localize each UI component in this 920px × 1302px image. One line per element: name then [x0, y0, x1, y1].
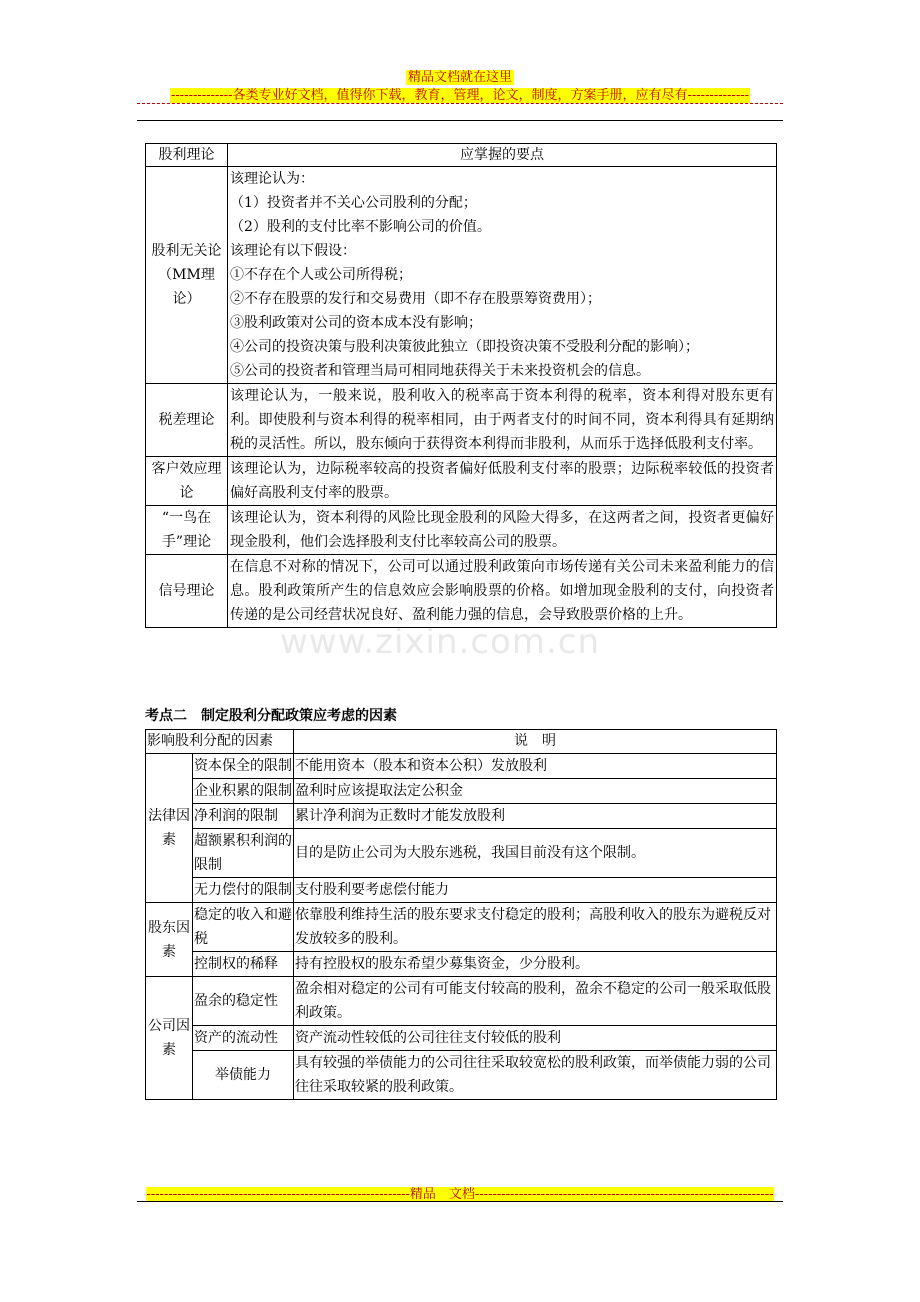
header-rule: [137, 120, 783, 121]
footer-text: ------------------------------------------------------------精品 文档--------------------------------------------------------------------: [146, 1187, 774, 1202]
column-header-theory: 股利理论: [146, 144, 228, 167]
watermark: www.zixin.com.cn: [280, 622, 600, 662]
factor-desc: 资产流动性较低的公司往往支付较低的股利: [294, 1026, 777, 1051]
factor-name: 稳定的收入和避税: [193, 903, 294, 952]
point-line: ③股利政策对公司的资本成本没有影响；: [230, 315, 482, 331]
table-row: [146, 555, 777, 628]
factor-name: 控制权的稀释: [193, 952, 294, 977]
section-title: 考点二 制定股利分配政策应考虑的因素: [145, 708, 397, 724]
table-row: [146, 384, 777, 457]
column-header-points: 应掌握的要点: [228, 144, 777, 167]
factor-desc: 盈余相对稳定的公司有可能支付较高的股利，盈余不稳定的公司一般采取低股利政策。: [294, 977, 777, 1026]
dividend-factors-table: [145, 729, 777, 1100]
theory-name: 税差理论: [146, 384, 228, 457]
theory-points: 该理论认为，一般来说，股利收入的税率高于资本利得的税率，资本利得对股东更有利。即使股利与资本利得的税率相同，由于两者支付的时间不同，资本利得具有延期纳税的灵活性。所以，股东倾向于获得资本利得而非股利，从而乐于选择低股利支付率。: [228, 384, 777, 457]
factor-name: 无力偿付的限制: [193, 878, 294, 903]
header-title: [0, 66, 920, 86]
factor-desc: 目的是防止公司为大股东逃税，我国目前没有这个限制。: [294, 829, 777, 878]
table-row: [146, 977, 777, 1026]
theory-points: 该理论认为，边际税率较高的投资者偏好低股利支付率的股票；边际税率较低的投资者偏好高股利支付率的股票。: [228, 457, 777, 506]
factor-group: 股东因素: [146, 903, 193, 977]
table-row: [146, 1026, 777, 1051]
factor-desc: 累计净利润为正数时才能发放股利: [294, 804, 777, 829]
header-subtitle-text: --------------各类专业好文档，值得你下载，教育，管理，论文，制度，方案手册，应有尽有--------------: [171, 88, 749, 103]
point-line: （2）股利的支付比率不影响公司的价值。: [230, 219, 491, 235]
dividend-theory-table: [145, 143, 777, 628]
factor-name: 企业积累的限制: [193, 779, 294, 804]
factor-desc: 依靠股利维持生活的股东要求支付稳定的股利；高股利收入的股东为避税反对发放较多的股利。: [294, 903, 777, 952]
header-subtitle: [0, 84, 920, 104]
point-line: （1）投资者并不关心公司股利的分配；: [230, 195, 477, 211]
footer-rule: [137, 1201, 783, 1202]
table-row: [146, 804, 777, 829]
factor-desc: 具有较强的举债能力的公司往往采取较宽松的股利政策，而举债能力弱的公司往往采取较紧的股利政策。: [294, 1051, 777, 1100]
factor-name: 资产的流动性: [193, 1026, 294, 1051]
point-line: 该理论认为：: [230, 171, 314, 187]
factor-name: 举债能力: [193, 1051, 294, 1100]
theory-name: 客户效应理论: [146, 457, 228, 506]
theory-name: 股利无关论（MM理论）: [146, 167, 228, 384]
table-row: [146, 457, 777, 506]
column-header-factor: 影响股利分配的因素: [146, 730, 294, 754]
footer: [0, 1183, 920, 1203]
table-header-row: [146, 730, 777, 754]
factor-name: 盈余的稳定性: [193, 977, 294, 1026]
point-line: ④公司的投资决策与股利决策彼此独立（即投资决策不受股利分配的影响）；: [230, 339, 699, 355]
header-dashed-rule: [137, 103, 783, 108]
factor-group: 公司因素: [146, 977, 193, 1100]
factor-desc: 持有控股权的股东希望少募集资金，少分股利。: [294, 952, 777, 977]
point-line: 该理论有以下假设：: [230, 243, 356, 259]
header-title-text: 精品文档就在这里: [407, 70, 512, 85]
point-line: ①不存在个人或公司所得税；: [230, 267, 412, 283]
table-header-row: [146, 144, 777, 167]
table-row: [146, 167, 777, 384]
factor-name: 净利润的限制: [193, 804, 294, 829]
factor-desc: 支付股利要考虑偿付能力: [294, 878, 777, 903]
table-row: [146, 506, 777, 555]
theory-name: “一鸟在手”理论: [146, 506, 228, 555]
factor-name: 资本保全的限制: [193, 754, 294, 779]
factor-name: 超额累积利润的限制: [193, 829, 294, 878]
table-row: [146, 878, 777, 903]
table-row: [146, 903, 777, 952]
theory-points: [228, 167, 777, 384]
factor-desc: 盈利时应该提取法定公积金: [294, 779, 777, 804]
theory-name: 信号理论: [146, 555, 228, 628]
column-header-desc: 说 明: [294, 730, 777, 754]
table-row: [146, 1051, 777, 1100]
factor-desc: 不能用资本（股本和资本公积）发放股利: [294, 754, 777, 779]
factor-group: 法律因素: [146, 754, 193, 903]
table-row: [146, 754, 777, 779]
theory-points: 该理论认为，资本利得的风险比现金股利的风险大得多，在这两者之间，投资者更偏好现金股利，他们会选择股利支付比率较高公司的股票。: [228, 506, 777, 555]
table-row: [146, 779, 777, 804]
point-line: ⑤公司的投资者和管理当局可相同地获得关于未来投资机会的信息。: [230, 363, 650, 379]
point-line: ②不存在股票的发行和交易费用（即不存在股票筹资费用）；: [230, 291, 601, 307]
theory-points: 在信息不对称的情况下，公司可以通过股利政策向市场传递有关公司未来盈利能力的信息。股利政策所产生的信息效应会影响股票的价格。如增加现金股利的支付，向投资者传递的是公司经营状况良好、盈利能力强的信息，会导致股票价格的上升。: [228, 555, 777, 628]
table-row: [146, 829, 777, 878]
table-row: [146, 952, 777, 977]
